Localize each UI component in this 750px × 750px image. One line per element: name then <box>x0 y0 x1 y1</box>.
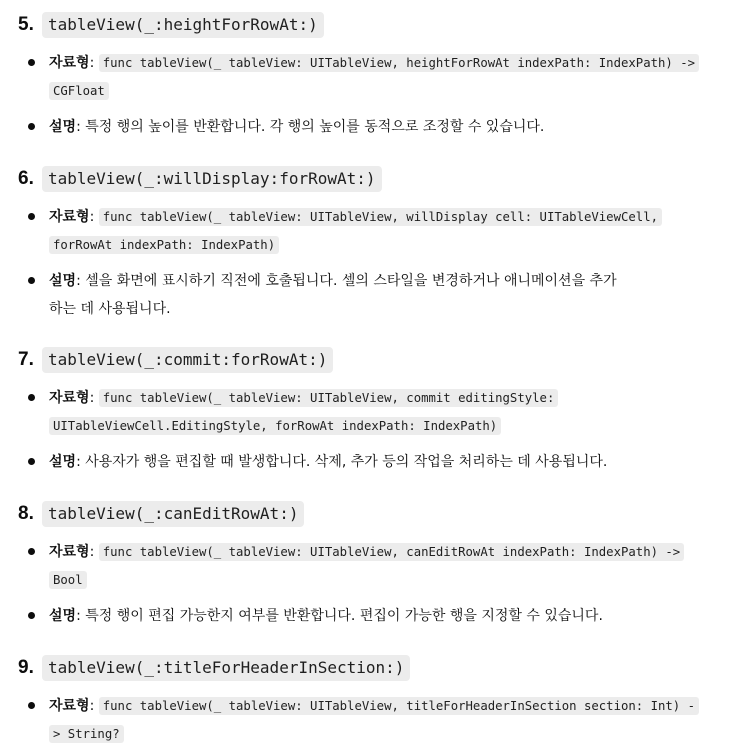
colon: : <box>76 454 86 470</box>
method-title: tableView(_:titleForHeaderInSection:) <box>42 655 410 681</box>
bullet-icon <box>28 123 35 130</box>
section-heading <box>18 653 410 683</box>
signature-code: func tableView(_ tableView: UITableView, commit editingStyle: <box>99 389 559 407</box>
bullet-icon <box>28 394 35 401</box>
colon: : <box>89 390 99 406</box>
description-line <box>49 116 544 138</box>
section-heading <box>18 10 324 40</box>
colon: : <box>89 698 99 714</box>
description-text: 사용자가 행을 편집할 때 발생합니다. 삭제, 추가 등의 작업을 처리하는 데 사용됩니다. <box>85 454 608 470</box>
bullet-icon <box>28 458 35 465</box>
bullet-icon <box>28 277 35 284</box>
signature-code: func tableView(_ tableView: UITableView, heightForRowAt indexPath: IndexPath) -> <box>99 54 699 72</box>
section-number: 6. <box>18 168 34 189</box>
description-label: 설명 <box>49 273 77 289</box>
type-line <box>49 52 699 74</box>
type-line <box>49 387 558 409</box>
description-label: 설명 <box>49 608 77 624</box>
description-line <box>49 451 607 473</box>
bullet-icon <box>28 612 35 619</box>
signature-code: func tableView(_ tableView: UITableView, titleForHeaderInSection section: Int) - <box>99 697 699 715</box>
section-number: 7. <box>18 349 34 370</box>
signature-code-continued: forRowAt indexPath: IndexPath) <box>49 236 279 254</box>
signature-code: func tableView(_ tableView: UITableView, canEditRowAt indexPath: IndexPath) -> <box>99 543 684 561</box>
method-title: tableView(_:canEditRowAt:) <box>42 501 304 527</box>
colon: : <box>76 608 86 624</box>
bullet-icon <box>28 213 35 220</box>
description-label: 설명 <box>49 119 77 135</box>
colon: : <box>76 273 86 289</box>
section-number: 5. <box>18 14 34 35</box>
type-line <box>49 206 662 228</box>
colon: : <box>89 544 99 560</box>
bullet-icon <box>28 702 35 709</box>
method-title: tableView(_:willDisplay:forRowAt:) <box>42 166 382 192</box>
bullet-icon <box>28 59 35 66</box>
type-line-continued <box>49 415 501 437</box>
section-heading <box>18 164 382 194</box>
signature-code-continued: CGFloat <box>49 82 109 100</box>
description-text-continued: 하는 데 사용됩니다. <box>49 301 171 317</box>
type-label: 자료형 <box>49 390 90 406</box>
colon: : <box>76 119 86 135</box>
colon: : <box>89 209 99 225</box>
colon: : <box>89 55 99 71</box>
type-line-continued <box>49 569 87 591</box>
description-text: 셀을 화면에 표시하기 직전에 호출됩니다. 셀의 스타일을 변경하거나 애니메이션을 추가 <box>85 273 617 289</box>
signature-code-continued: Bool <box>49 571 87 589</box>
method-title: tableView(_:commit:forRowAt:) <box>42 347 333 373</box>
method-title: tableView(_:heightForRowAt:) <box>42 12 324 38</box>
section-number: 9. <box>18 657 34 678</box>
type-label: 자료형 <box>49 698 90 714</box>
type-line <box>49 541 684 563</box>
description-line <box>49 270 617 292</box>
type-label: 자료형 <box>49 209 90 225</box>
type-line <box>49 695 699 717</box>
description-line-continued <box>49 298 171 320</box>
description-label: 설명 <box>49 454 77 470</box>
section-number: 8. <box>18 503 34 524</box>
type-label: 자료형 <box>49 55 90 71</box>
description-text: 특정 행이 편집 가능한지 여부를 반환합니다. 편집이 가능한 행을 지정할 수 있습니다. <box>85 608 603 624</box>
section-heading <box>18 345 333 375</box>
description-line <box>49 605 603 627</box>
description-text: 특정 행의 높이를 반환합니다. 각 행의 높이를 동적으로 조정할 수 있습니다. <box>85 119 545 135</box>
bullet-icon <box>28 548 35 555</box>
type-line-continued <box>49 723 124 745</box>
type-label: 자료형 <box>49 544 90 560</box>
section-heading <box>18 499 304 529</box>
type-line-continued <box>49 80 109 102</box>
signature-code-continued: UITableViewCell.EditingStyle, forRowAt indexPath: IndexPath) <box>49 417 501 435</box>
signature-code: func tableView(_ tableView: UITableView, willDisplay cell: UITableViewCell, <box>99 208 662 226</box>
signature-code-continued: > String? <box>49 725 124 743</box>
type-line-continued <box>49 234 279 256</box>
